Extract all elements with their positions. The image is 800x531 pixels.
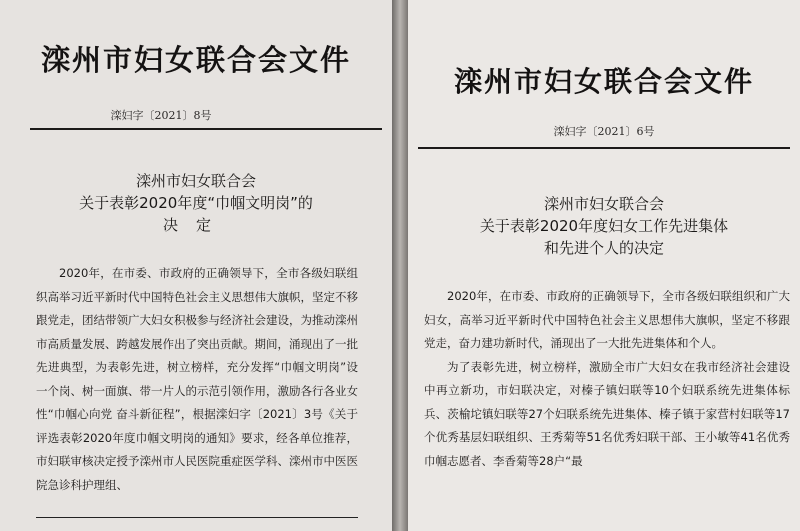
header-rule <box>30 128 382 130</box>
title-line-3: 和先进个人的决定 <box>543 239 664 257</box>
document-header: 滦州市妇女联合会文件 <box>453 65 754 98</box>
handwritten-underline <box>36 517 358 518</box>
body-paragraph: 为了表彰先进，树立榜样，激励全市广大妇女在我市经济社会建设中再立新功，市妇联决定，对榛子镇妇联等10个妇联系统先进集体标兵、茨榆坨镇妇联等27个妇联系统先进集体、榛子镇于家营村妇联等17个优秀基层妇联组织、王秀菊等51名优秀妇联干部、王小敏等41名优秀巾帼志愿者、李香菊等28户“最 <box>424 359 790 468</box>
document-number: 滦妇字〔2021〕6号 <box>553 125 655 138</box>
document-title <box>408 193 800 259</box>
document-body <box>424 285 790 473</box>
document-header: 滦州市妇女联合会文件 <box>40 43 351 77</box>
title-line-2: 关于表彰2020年度妇女工作先进集体 <box>479 217 729 235</box>
document-number: 滦妇字〔2021〕8号 <box>110 109 212 122</box>
body-paragraph: 2020年，在市委、市政府的正确领导下，全市各级妇联组织高举习近平新时代中国特色社会主义思想伟大旗帜，坚定不移跟党走，团结带领广大妇女积极参与经济社会建设，为推动滦州市高质量发展、跨越发展作出了突出贡献。期间，涌现出了一批先进典型，为表彰先进，树立榜样，充分发挥“巾帼文明岗”设一个岗、树一面旗、带一片人的示范引领作用，激励各行各业女性“巾帼心向党 奋斗新征程”，根据滦妇字〔2021〕3号《关于评选表彰2020年度巾帼文明岗的通知》要求，经各单位推荐，市妇联审核决定授予滦州市人民医院重症医学科、滦州市中医医院急诊科护理组、 <box>36 266 358 492</box>
title-line-1: 滦州市妇女联合会 <box>543 195 664 213</box>
document-body <box>36 262 358 497</box>
document-title <box>0 170 392 236</box>
title-line-3: 决定 <box>162 216 229 234</box>
book-gutter <box>392 0 408 531</box>
right-document-page <box>408 0 800 531</box>
title-line-2: 关于表彰2020年度“巾帼文明岗”的 <box>79 194 313 212</box>
title-line-1: 滦州市妇女联合会 <box>135 172 256 190</box>
header-rule <box>418 147 790 149</box>
body-paragraph: 2020年，在市委、市政府的正确领导下，全市各级妇联组织和广大妇女，高举习近平新时代中国特色社会主义思想伟大旗帜，坚定不移跟党走，奋力建功新时代，涌现出了一大批先进集体和个人。 <box>424 289 790 350</box>
left-document-page <box>0 0 392 531</box>
